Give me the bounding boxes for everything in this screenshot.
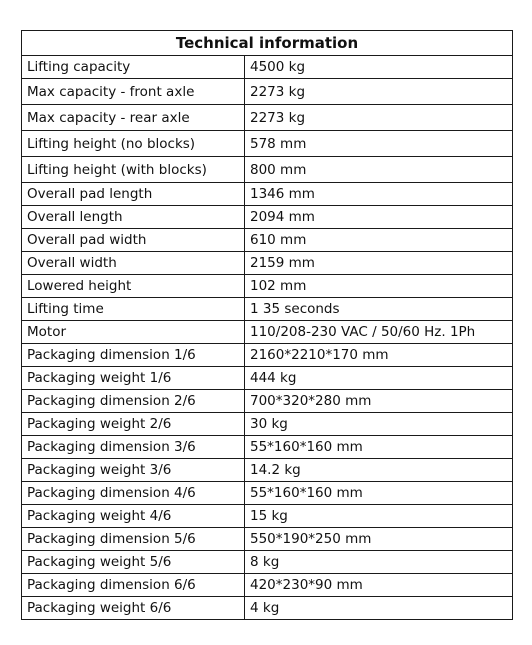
table-row xyxy=(22,367,513,390)
spec-label: Packaging dimension 4/6 xyxy=(22,482,245,505)
spec-value: 2273 kg xyxy=(245,79,513,105)
table-row xyxy=(22,505,513,528)
spec-label: Overall length xyxy=(22,206,245,229)
spec-label: Packaging weight 1/6 xyxy=(22,367,245,390)
spec-value: 14.2 kg xyxy=(245,459,513,482)
technical-information-table xyxy=(21,30,513,620)
spec-label: Packaging dimension 1/6 xyxy=(22,344,245,367)
spec-value: 578 mm xyxy=(245,131,513,157)
table-row xyxy=(22,574,513,597)
table-row xyxy=(22,79,513,105)
spec-label: Overall width xyxy=(22,252,245,275)
spec-label: Lifting height (no blocks) xyxy=(22,131,245,157)
table-row xyxy=(22,528,513,551)
spec-value: 8 kg xyxy=(245,551,513,574)
table-row xyxy=(22,597,513,620)
spec-label: Max capacity - rear axle xyxy=(22,105,245,131)
spec-label: Packaging weight 5/6 xyxy=(22,551,245,574)
spec-value: 700*320*280 mm xyxy=(245,390,513,413)
spec-value: 2094 mm xyxy=(245,206,513,229)
table-row xyxy=(22,157,513,183)
spec-value: 15 kg xyxy=(245,505,513,528)
spec-value: 110/208-230 VAC / 50/60 Hz. 1Ph xyxy=(245,321,513,344)
table-row xyxy=(22,298,513,321)
table-row xyxy=(22,344,513,367)
table-row xyxy=(22,413,513,436)
table-row xyxy=(22,183,513,206)
spec-value: 102 mm xyxy=(245,275,513,298)
table-row xyxy=(22,206,513,229)
spec-value: 1 35 seconds xyxy=(245,298,513,321)
table-header-row xyxy=(22,31,513,56)
table-row xyxy=(22,131,513,157)
spec-label: Packaging dimension 6/6 xyxy=(22,574,245,597)
table-row xyxy=(22,321,513,344)
spec-value: 2159 mm xyxy=(245,252,513,275)
spec-value: 1346 mm xyxy=(245,183,513,206)
spec-value: 610 mm xyxy=(245,229,513,252)
table-row xyxy=(22,56,513,79)
spec-value: 30 kg xyxy=(245,413,513,436)
spec-value: 4 kg xyxy=(245,597,513,620)
table-row xyxy=(22,229,513,252)
spec-label: Packaging weight 6/6 xyxy=(22,597,245,620)
table-row xyxy=(22,252,513,275)
spec-label: Packaging weight 4/6 xyxy=(22,505,245,528)
table-row xyxy=(22,390,513,413)
spec-label: Lifting capacity xyxy=(22,56,245,79)
table-row xyxy=(22,105,513,131)
spec-label: Packaging dimension 5/6 xyxy=(22,528,245,551)
table-row xyxy=(22,551,513,574)
spec-label: Packaging dimension 2/6 xyxy=(22,390,245,413)
spec-label: Overall pad length xyxy=(22,183,245,206)
spec-label: Packaging weight 2/6 xyxy=(22,413,245,436)
spec-label: Overall pad width xyxy=(22,229,245,252)
spec-value: 420*230*90 mm xyxy=(245,574,513,597)
spec-value: 55*160*160 mm xyxy=(245,482,513,505)
spec-label: Lifting time xyxy=(22,298,245,321)
spec-label: Packaging weight 3/6 xyxy=(22,459,245,482)
spec-value: 2273 kg xyxy=(245,105,513,131)
spec-label: Lifting height (with blocks) xyxy=(22,157,245,183)
spec-label: Motor xyxy=(22,321,245,344)
spec-value: 800 mm xyxy=(245,157,513,183)
table-row xyxy=(22,459,513,482)
table-title: Technical information xyxy=(22,31,513,56)
table-row xyxy=(22,275,513,298)
spec-value: 2160*2210*170 mm xyxy=(245,344,513,367)
spec-label: Lowered height xyxy=(22,275,245,298)
spec-label: Packaging dimension 3/6 xyxy=(22,436,245,459)
spec-value: 550*190*250 mm xyxy=(245,528,513,551)
spec-value: 4500 kg xyxy=(245,56,513,79)
spec-value: 55*160*160 mm xyxy=(245,436,513,459)
table-row xyxy=(22,482,513,505)
table-row xyxy=(22,436,513,459)
spec-value: 444 kg xyxy=(245,367,513,390)
spec-label: Max capacity - front axle xyxy=(22,79,245,105)
